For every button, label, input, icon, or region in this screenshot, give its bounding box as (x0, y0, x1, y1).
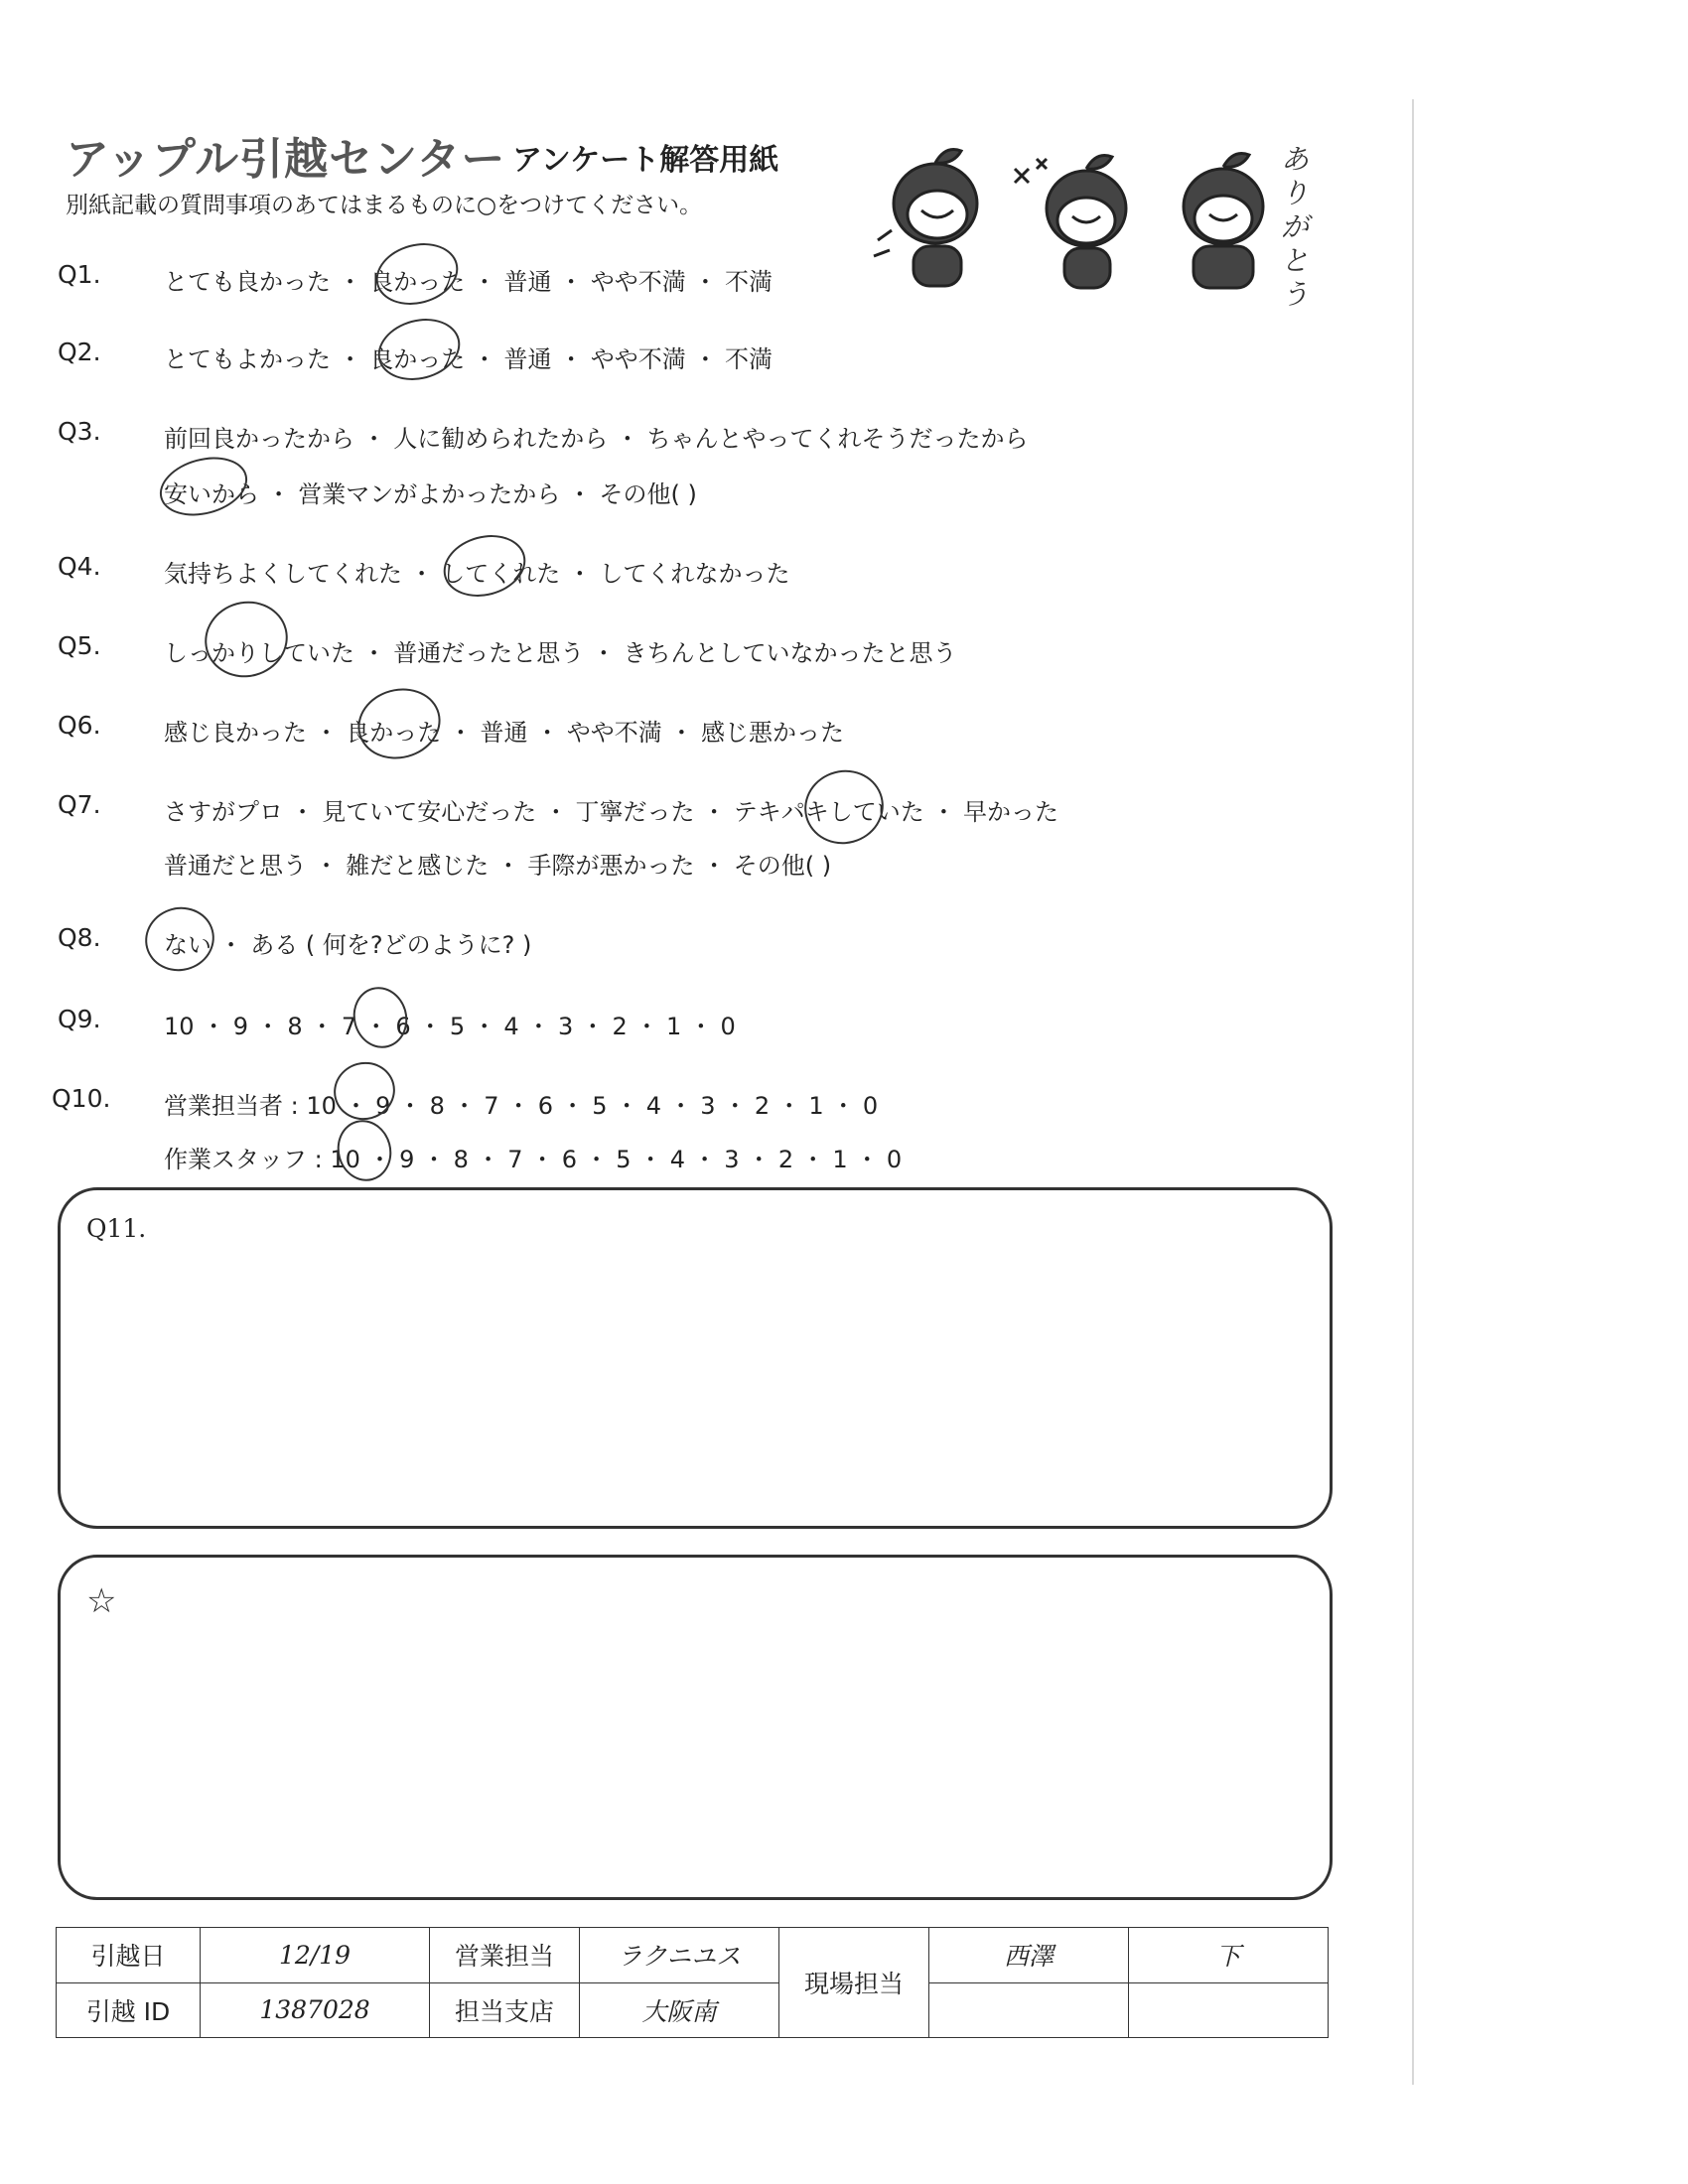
star-icon: ☆ (86, 1581, 117, 1621)
mascot-3 (1184, 154, 1263, 289)
mascot-1 (874, 150, 977, 287)
site-rep-empty-cell (1129, 1982, 1329, 2038)
scan-page-edge (1412, 99, 1414, 2085)
site-rep-value-1: 西澤 (929, 1928, 1129, 1983)
answer-options: 感じ良かった ・ 良かった ・ 普通 ・ やや不満 ・ 感じ悪かった (164, 719, 845, 747)
answer-circle (138, 899, 221, 979)
mascot-illustration (856, 129, 1313, 308)
question-number: Q8. (58, 923, 101, 952)
question-number: Q2. (58, 338, 101, 366)
question-number: Q7. (58, 790, 101, 819)
answer-circle (796, 761, 892, 853)
question-number: Q3. (58, 417, 101, 446)
answer-options: とても良かった ・ 良かった ・ 普通 ・ やや不満 ・ 不満 (164, 268, 774, 296)
answer-circle (153, 448, 253, 524)
company-title: アップル引越センター (66, 134, 506, 185)
answer-circle (369, 234, 466, 314)
answer-circle (347, 981, 414, 1054)
answer-options: 10 ・ 9 ・ 8 ・ 7 ・ 6 ・ 5 ・ 4 ・ 3 ・ 2 ・ 1 ・ 0 (164, 1013, 736, 1040)
question-number: Q9. (58, 1005, 101, 1033)
mascot-2 (1015, 156, 1126, 289)
sales-rep-value: ラクニユス (580, 1928, 779, 1983)
site-rep-value-2: 下 (1129, 1928, 1329, 1983)
sales-rep-label: 営業担当 (430, 1928, 580, 1983)
question-number: Q1. (58, 260, 101, 289)
answer-circle (197, 592, 297, 686)
answer-options: 普通だと思う ・ 雑だと感じた ・ 手際が悪かった ・ その他( ) (164, 852, 832, 880)
answer-circle (437, 526, 533, 606)
answer-options: ない ・ ある ( 何を?どのように? ) (164, 931, 532, 959)
answer-options: とてもよかった ・ 良かった ・ 普通 ・ やや不満 ・ 不満 (164, 345, 774, 373)
answer-options: 作業スタッフ : 10 ・ 9 ・ 8 ・ 7 ・ 6 ・ 5 ・ 4 ・ 3 ・ 2 ・ 1 ・ 0 (164, 1146, 903, 1173)
answer-circle (371, 310, 468, 389)
question-number: Q5. (58, 631, 101, 660)
moving-date-label: 引越日 (57, 1928, 201, 1983)
answer-options: さすがプロ ・ 見ていて安心だった ・ 丁寧だった ・ テキパキしていた ・ 早かった (164, 798, 1059, 826)
q11-label: Q11. (86, 1214, 147, 1243)
mascot-thanks-text: ありがとう (1281, 143, 1310, 311)
question-number: Q10. (52, 1084, 111, 1113)
star-comment-box[interactable] (58, 1555, 1333, 1900)
answer-options: 営業担当者 : 10 ・ 9 ・ 8 ・ 7 ・ 6 ・ 5 ・ 4 ・ 3 ・ 2 ・ 1 ・ 0 (164, 1092, 879, 1120)
footer-info-table (56, 1927, 1329, 2038)
answer-options: 気持ちよくしてくれた ・ してくれた ・ してくれなかった (164, 560, 790, 588)
answer-circle (350, 679, 448, 767)
moving-date-value: 12/19 (201, 1928, 430, 1983)
moving-id-label: 引越 ID (57, 1982, 201, 2038)
site-rep-label: 現場担当 (779, 1928, 929, 2038)
answer-options: しっかりしていた ・ 普通だったと思う ・ きちんとしていなかったと思う (164, 639, 957, 667)
instruction-text: 別紙記載の質問事項のあてはまるものに○をつけてください。 (66, 193, 703, 218)
question-number: Q6. (58, 711, 101, 740)
site-rep-empty-cell (929, 1982, 1129, 2038)
branch-label: 担当支店 (430, 1982, 580, 2038)
branch-value: 大阪南 (580, 1982, 779, 2038)
question-number: Q4. (58, 552, 101, 581)
answer-options: 前回良かったから ・ 人に勧められたから ・ ちゃんとやってくれそうだったから (164, 425, 1029, 453)
moving-id-value: 1387028 (201, 1982, 430, 2038)
form-subtitle: アンケート解答用紙 (512, 143, 779, 178)
q11-comment-box[interactable] (58, 1187, 1333, 1529)
answer-options: 安いから ・ 営業マンがよかったから ・ その他( ) (164, 480, 697, 508)
answer-circle (331, 1114, 398, 1187)
